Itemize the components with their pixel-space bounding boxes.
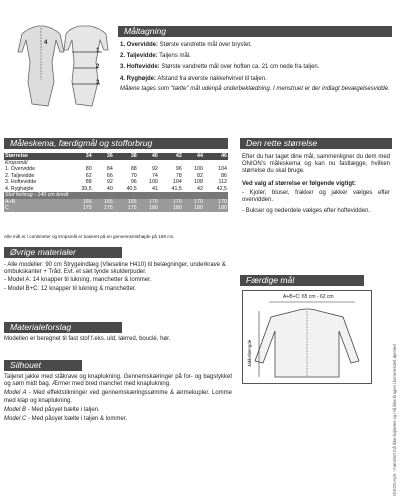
rette-text: Efter du har taget dine mål, sammenligner du dem med ONION's måleskema og kan nu fastlægge, hvilken størrelse du skal bruge. [242,154,390,175]
silhouet-title: Silhouet [10,360,42,370]
jacket-width-label: A+B+C: 65 cm - 62 cm [283,294,334,300]
ovrige-title: Øvrige materialer [10,247,76,257]
ovrige-list [4,262,232,293]
table-subheader-row: Kropsmål [5,159,28,166]
maaltagning-list [120,42,392,93]
maaleskema-title: Måleskema, færdigmål og stofforbrug [10,138,153,148]
materiale-title: Materialeforslag [10,322,72,332]
table-stof-row: Stof forbrug - 140 cm bredt [4,192,228,199]
rette-content [242,154,390,215]
materiale-header [4,322,122,333]
maaltagning-header [118,26,392,37]
table-footnote: Alle mål er i centimeter og kropsmål er baseret på en gennemsnitshøjde på 168 cm. [4,234,175,239]
silhouet-model-a: Model A - Med effektstikninger ved gennemskæringssømme & ærmekupler. Lomme med klap og knaplukning. [4,390,232,404]
rette-header [240,138,392,149]
maal-item-3: 3. Hoftevidde: Største vandrette mål over hoften ca. 21 cm nede fra taljen. [120,64,320,71]
silhouet-header [4,360,82,371]
ovrige-item-3: - Model B+C: 12 knapper til lukning & manchetter. [4,285,137,292]
rette-title: Den rette størrelse [246,138,318,148]
maal-note: Målene tages som "tætte" mål udenpå underbeklædning. I menstruet er der indlagt bevægelsesvidde. [120,85,390,92]
silhouet-model-b: Model B - Med påsyet bælte i taljen. [4,406,100,413]
silhouet-content [4,374,232,423]
table-header-row: Størrelse 34 36 38 40 42 44 46 [5,153,227,160]
table-row: 3. Hoftevidde 88 92 96 100 104 108 112 [5,179,227,186]
ovrige-header [4,247,122,258]
rette-item-2: - Bukser og nederdele vælges efter hoftevidden. [242,208,371,215]
maal-item-2: 2. Taljevidde: Taljens mål. [120,53,191,60]
figure-label-2: 2 [96,64,100,70]
ovrige-item-1: - Alle modeller: 90 cm Strygeindlæg (Vlieseline H410) til belægninger, underkrave & ombukskanter + Tråd. Evt. et sæt tynde skulderpuder. [4,262,226,276]
jacket-length-label: Jakkelængde [247,339,252,367]
silhouet-model-c: Model C - Med påsyet bælte i taljen & lommer. [4,416,128,423]
figure-label-3: 3 [96,80,100,86]
rette-subtitle: Ved valg af størrelse er følgende vigtigt: [242,180,357,187]
figure-label-1: 1 [96,48,100,54]
maaltagning-title: Måltagning [124,26,167,36]
maal-item-1: 1. Overvidde: Største vandrette mål over brystet. [120,42,252,48]
jacket-diagram [242,290,372,384]
materiale-text: Modellen er beregnet til fast stof f.eks. uld, lærred, bouclé, hør. [4,336,171,342]
faerdige-title: Færdige mål [246,275,295,285]
rette-item-1: - Kjoler, bluser, frakker og jakker vælges efter overvidden. [242,189,390,204]
maaleskema-table [4,153,228,212]
maaleskema-header [4,138,228,149]
figure-label-4: 4 [44,40,48,46]
faerdige-header [240,275,364,286]
table-row: 4. Ryghøjde 39,5 40 40,5 41 41,5 42 42,5 [5,185,227,192]
table-row: 2. Taljevidde 62 66 70 74 78 82 86 [5,172,227,179]
side-copyright-text: ONION ApS - mønstret må ikke kopieres og må ikke bruges i kommercielt øjemed [392,344,397,496]
silhouet-text: Taljeret jakke med ståkrave og knaplukning. Gennemskæringer på for- og bagstykket og søm midt bag. Ærmer med bred manchet med knaplukning. [4,374,232,388]
table-row: A+B 165 165 165 170 170 170 170 [5,198,227,205]
table-row: 1. Overvidde 80 84 88 92 96 100 104 [5,166,227,173]
maal-item-4: 4. Ryghøjde: Afstand fra øverste nakkehvirvel til taljen. [120,75,267,82]
table-row: C 175 175 175 180 180 180 180 [5,205,227,212]
ovrige-item-2: - Model A: 14 knapper til lukning, manchetter & lommer. [4,277,152,284]
body-figure [8,22,116,110]
